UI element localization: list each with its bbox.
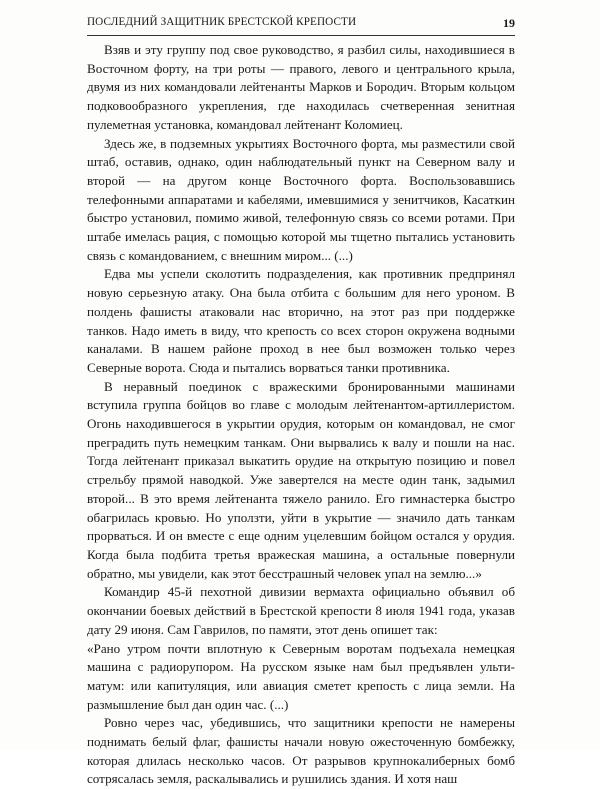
page-number: 19 bbox=[503, 16, 515, 30]
paragraph: Командир 45-й пехотной дивизии вермахта официально объявил об окончании боевых действий в Брестской крепости 8 июля 1941 года, указав дату 29 июня. Сам Гаврилов, по памяти, этот день опишет так: bbox=[87, 584, 515, 637]
paragraph: Здесь же, в подземных укрытиях Восточного форта, мы разместили свой штаб, оставив, однако, один наблюдательный пункт на Северном валу и второй — на другом конце Восточного форта. Воспользовавшись телефонными аппаратами и кабелями, имевшимися у зенитчиков, Касаткин быстро установил, помимо живой, телефонную связь со всеми ротами. При штабе имелась рация, с помощью которой мы тщетно пытались установить связь с командованием, с внешним миром... (...) bbox=[87, 135, 515, 263]
paragraph: Ровно через час, убедившись, что защитники крепости не намерены поднимать белый флаг, фашисты начали новую ожесточенную бомбежку, которая длилась несколько часов. От разрывов крупнокалиберных бомб сотрясалась земля, раскалывались и рушились здания. И хотя наш bbox=[87, 715, 515, 787]
running-header bbox=[87, 13, 515, 36]
running-title: ПОСЛЕДНИЙ ЗАЩИТНИК БРЕСТСКОЙ КРЕПОСТИ bbox=[87, 16, 357, 28]
paragraph: Взяв и эту группу под свое руководство, я разбил силы, находившиеся в Восточном форту, на три роты — правого, левого и центрального крыла, двумя из них командовали лейтенанты Марков и Бородич. Вторым кольцом подковообразного укрепления, где находилась счетверенная зенитная пулеметная установка, командовал лейтенант Коломиец. bbox=[87, 42, 515, 132]
quote-paragraph: «Рано утром почти вплотную к Северным воротам подъехала немецкая машина с радиорупором. На русском языке нам был предъявлен ультиматум: или капитуляция, или авиация сметет крепость с лица земли. На размышление был дан один час. (...) bbox=[87, 640, 515, 712]
paragraph: Едва мы успели сколотить подразделения, как противник предпринял новую серьезную атаку. Она была отбита с большим для него уроном. В полдень фашисты атаковали нас вторично, на этот раз при поддержке танков. Надо иметь в виду, что крепость со всех сторон окружена водными каналами. В нашем районе проход в нее был возможен только через Северные ворота. Сюда и пытались ворваться танки противника. bbox=[87, 266, 515, 375]
paragraph: В неравный поединок с вражескими бронированными машинами вступила группа бойцов во главе с молодым лейтенантом-артиллеристом. Огонь находившегося в укрытии орудия, которым он командовал, не смог преградить путь немецким танкам. Они вырвались к валу и пошли на нас. Тогда лейтенант приказал выкатить орудие на открытую позицию и повел стрельбу прямой наводкой. Уже завертелся на месте один танк, задымил второй... В это время лейтенанта тяжело ранило. Его гимнастерка быстро обагрилась кровью. Но уползти, уйти в укрытие — значило дать танкам прорваться. И он вместе с еще одним уцелевшим бойцом остался у орудия. Когда была подбита третья вражеская машина, а остальные повернули обратно, мы увидели, как этот бесстрашный человек упал на землю...» bbox=[87, 378, 515, 581]
body-text bbox=[87, 41, 515, 789]
